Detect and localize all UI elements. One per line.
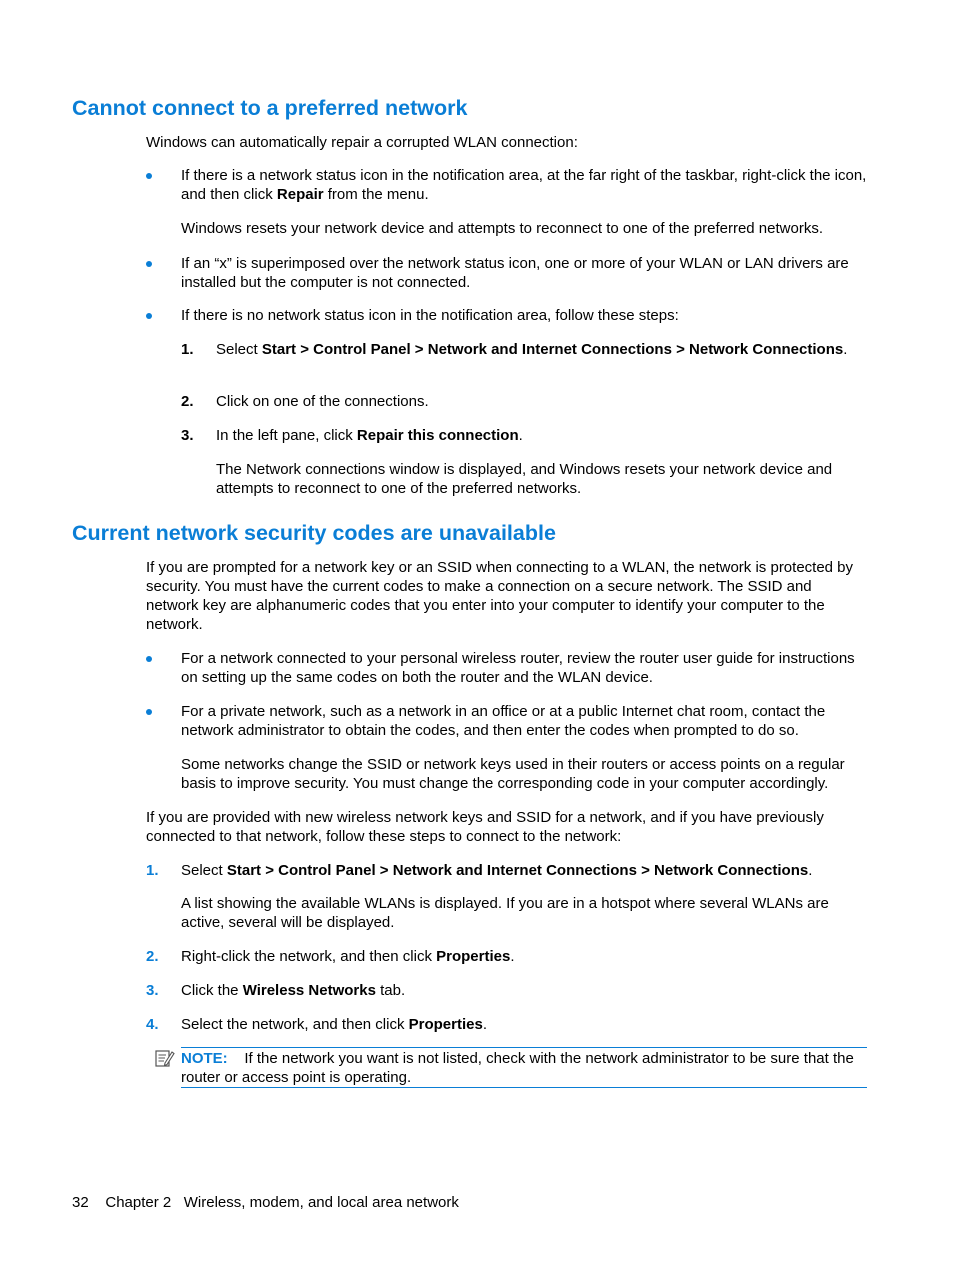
step-number: 1. <box>146 862 159 879</box>
page-footer <box>72 1193 459 1212</box>
section-heading-preferred-network: Cannot connect to a preferred network <box>72 96 468 120</box>
section2-bullet-2: For a private network, such as a network in an office or at a public Internet chat room, contact the network administrator to obtain the codes, and then enter the codes when prompted to do so. <box>181 703 826 739</box>
section1-step-3-followup: The Network connections window is displayed, and Windows resets your network device and attempts to reconnect to one of the preferred networks. <box>216 461 833 497</box>
section1-step-1: Select Start > Control Panel > Network and Internet Connections > Network Connections. <box>216 341 848 358</box>
footer-chapter: Chapter 2 <box>105 1194 172 1211</box>
section1-bullet-1-followup: Windows resets your network device and attempts to reconnect to one of the preferred networks. <box>181 220 823 237</box>
bullet-icon <box>146 173 152 179</box>
page-number: 32 <box>72 1194 89 1211</box>
section-heading-security-codes: Current network security codes are unavailable <box>72 521 556 545</box>
section1-bullet-1: If there is a network status icon in the notification area, at the far right of the taskbar, right-click the icon, and then click Repair from the menu. <box>181 167 867 203</box>
section2-step-1: Select Start > Control Panel > Network and Internet Connections > Network Connections. <box>181 862 813 879</box>
step-number: 1. <box>181 341 194 358</box>
section1-intro: Windows can automatically repair a corrupted WLAN connection: <box>146 134 578 151</box>
section2-bullet-2-followup: Some networks change the SSID or network keys used in their routers or access points on a regular basis to improve security. You must change the corresponding code in your computer accordingly. <box>181 756 845 792</box>
note-label: NOTE: <box>181 1050 228 1067</box>
note-top-rule <box>181 1047 867 1048</box>
section2-bullet-1: For a network connected to your personal wireless router, review the router user guide for instructions on setting up the same codes on both the router and the WLAN device. <box>181 650 855 686</box>
step-number: 2. <box>181 393 194 410</box>
step-number: 2. <box>146 948 159 965</box>
note-text: NOTE: If the network you want is not listed, check with the network administrator to be sure that the router or access point is operating. <box>181 1050 854 1086</box>
bullet-icon <box>146 261 152 267</box>
step-number: 3. <box>181 427 194 444</box>
section1-bullet-2: If an “x” is superimposed over the network status icon, one or more of your WLAN or LAN drivers are installed but the computer is not connected. <box>181 255 849 291</box>
section2-intro: If you are prompted for a network key or an SSID when connecting to a WLAN, the network is protected by security. You must have the current codes to make a connection on a secure network. The SSID and network key are alphanumeric codes that you enter into your computer to identify your computer to the network. <box>146 559 854 633</box>
section2-step-2: Right-click the network, and then click Properties. <box>181 948 515 965</box>
section2-step-4: Select the network, and then click Properties. <box>181 1016 487 1033</box>
section1-step-3: In the left pane, click Repair this connection. <box>216 427 523 444</box>
bullet-icon <box>146 313 152 319</box>
section1-step-2: Click on one of the connections. <box>216 393 429 410</box>
section1-bullet-3: If there is no network status icon in the notification area, follow these steps: <box>181 307 679 324</box>
section2-step-3: Click the Wireless Networks tab. <box>181 982 406 999</box>
step-number: 3. <box>146 982 159 999</box>
bullet-icon <box>146 656 152 662</box>
note-icon <box>155 1049 175 1072</box>
section2-para-2: If you are provided with new wireless network keys and SSID for a network, and if you have previously connected to that network, follow these steps to connect to the network: <box>146 809 824 845</box>
bullet-icon <box>146 709 152 715</box>
footer-title: Wireless, modem, and local area network <box>183 1194 459 1211</box>
note-bottom-rule <box>181 1087 867 1088</box>
step-number: 4. <box>146 1016 159 1033</box>
section2-step-1-followup: A list showing the available WLANs is displayed. If you are in a hotspot where several WLANs are active, several will be displayed. <box>181 895 829 931</box>
